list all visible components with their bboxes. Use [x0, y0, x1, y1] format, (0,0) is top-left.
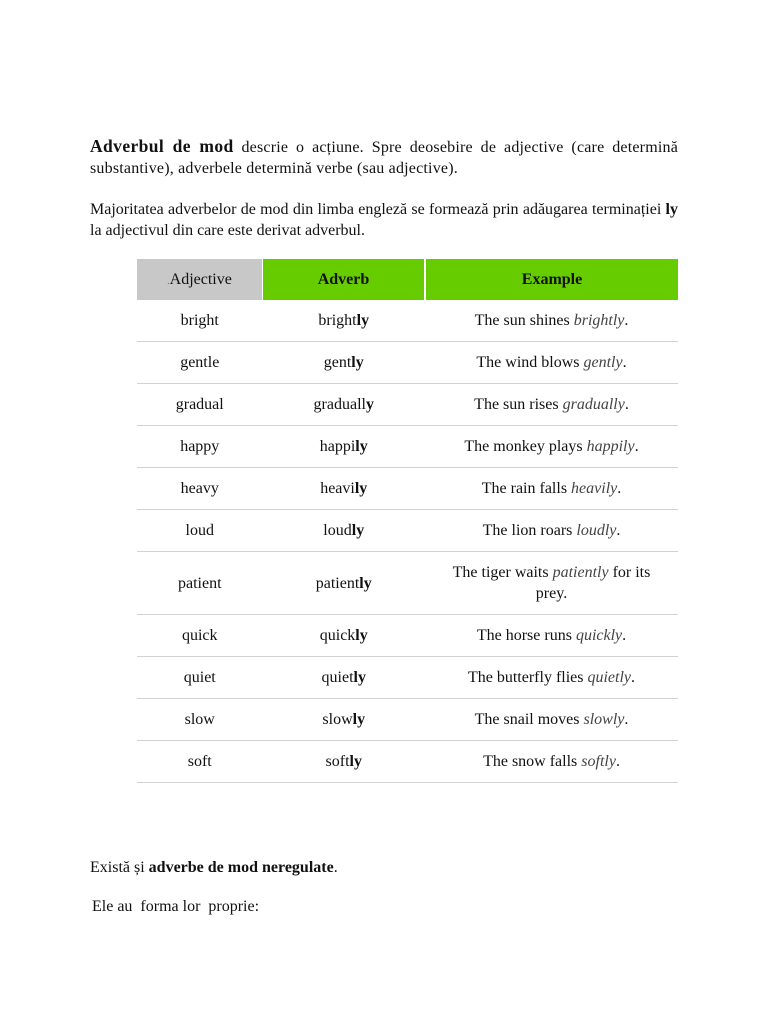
example-adverb: softly	[581, 753, 616, 770]
cell-adverb	[263, 510, 426, 552]
example-adverb: patiently	[552, 564, 609, 581]
cell-example	[425, 342, 678, 384]
adverb-suffix: ly	[349, 753, 362, 770]
example-text-after: .	[624, 312, 629, 329]
example-text-before: The rain falls	[481, 480, 572, 497]
header-adjective-dot: .	[167, 275, 170, 287]
example-text-before: The snail moves	[474, 711, 584, 728]
cell-adjective: slow	[137, 699, 263, 741]
cell-adjective: loud	[137, 510, 263, 552]
example-text-after: .	[624, 396, 629, 413]
table-row	[137, 657, 678, 699]
adverb-suffix: ly	[351, 522, 365, 539]
cell-adverb	[263, 342, 426, 384]
adverb-stem: slow	[322, 711, 353, 728]
adverb-table	[137, 259, 678, 783]
document-page	[90, 136, 678, 933]
adverb-suffix: ly	[359, 574, 372, 592]
intro-text: descrie o acțiune. Spre deosebire de adjective (care determină substantive), adverbele determină verbe (sau adjective).	[90, 139, 678, 177]
adverb-stem: quick	[319, 627, 356, 644]
cell-adverb	[263, 300, 426, 342]
cell-adjective: patient	[137, 552, 263, 615]
table-header-row	[137, 259, 678, 300]
example-adverb: heavily	[571, 480, 618, 497]
cell-adjective: happy	[137, 426, 263, 468]
example-text-after: .	[615, 753, 620, 770]
example-text-after: .	[616, 522, 621, 539]
adverb-suffix: ly	[351, 354, 364, 371]
cell-example	[425, 699, 678, 741]
adverb-stem: happi	[319, 438, 356, 455]
header-example: Example	[425, 259, 678, 300]
cell-adjective: gentle	[137, 342, 263, 384]
adverb-suffix: ly	[355, 627, 368, 644]
example-text-after: for its prey.	[535, 564, 651, 602]
cell-example	[425, 384, 678, 426]
adverb-stem: loud	[323, 522, 352, 539]
own-form-paragraph: Ele au forma lor proprie:	[92, 898, 260, 915]
adverb-suffix: ly	[352, 711, 366, 728]
adverb-stem: patient	[315, 574, 360, 592]
example-text-before: The sun rises	[474, 396, 563, 413]
formation-text-before: Majoritatea adverbelor de mod din limba engleză se formează prin adăugarea terminației	[90, 201, 666, 218]
adverb-stem: quiet	[321, 669, 354, 686]
cell-example	[425, 468, 678, 510]
example-adverb: quickly	[575, 627, 623, 644]
table-row	[137, 342, 678, 384]
intro-lead-term: Adverbul de mod	[90, 136, 234, 156]
cell-adverb	[263, 468, 426, 510]
cell-adverb	[263, 615, 426, 657]
example-text-after: .	[622, 354, 627, 371]
cell-adverb	[263, 699, 426, 741]
table-row	[137, 510, 678, 552]
adverb-suffix: ly	[353, 669, 366, 686]
example-adverb: quietly	[587, 669, 632, 686]
cell-adverb	[263, 384, 426, 426]
example-text-after: .	[622, 627, 627, 644]
example-adverb: gradually	[562, 396, 625, 413]
example-adverb: happily	[586, 438, 635, 455]
adverb-stem: heavi	[320, 480, 355, 497]
header-adverb: Adverb	[263, 259, 426, 300]
example-text-before: The monkey plays	[464, 438, 587, 455]
example-text-before: The horse runs	[476, 627, 576, 644]
cell-example	[425, 741, 678, 783]
cell-example	[425, 552, 678, 615]
cell-adverb	[263, 426, 426, 468]
example-adverb: brightly	[573, 312, 625, 329]
adverb-suffix: ly	[354, 480, 368, 497]
example-text-after: .	[634, 438, 639, 455]
table-row	[137, 300, 678, 342]
table-row	[137, 552, 678, 615]
irregular-paragraph	[90, 857, 678, 878]
example-text-after: .	[631, 669, 636, 686]
example-text-before: The wind blows	[476, 354, 584, 371]
cell-adjective: bright	[137, 300, 263, 342]
header-adjective-label: Adjective	[169, 270, 232, 288]
adverb-suffix: y	[365, 396, 374, 413]
formation-suffix: ly	[665, 201, 678, 218]
table-row	[137, 741, 678, 783]
table-body	[137, 300, 678, 783]
irregular-term: adverbe de mod neregulate	[148, 859, 334, 876]
example-text-before: The lion roars	[482, 522, 577, 539]
cell-adjective: soft	[137, 741, 263, 783]
cell-adjective: gradual	[137, 384, 263, 426]
cell-example	[425, 657, 678, 699]
example-text-after: .	[624, 711, 629, 728]
table-row	[137, 384, 678, 426]
example-text-before: The butterfly flies	[467, 669, 588, 686]
adverb-stem: gent	[323, 354, 352, 371]
table-row	[137, 426, 678, 468]
cell-adverb	[263, 657, 426, 699]
cell-adverb	[263, 741, 426, 783]
cell-example	[425, 615, 678, 657]
cell-adjective: quiet	[137, 657, 263, 699]
irregular-text-before: Există și	[90, 859, 149, 876]
table-row	[137, 699, 678, 741]
adverb-stem: graduall	[313, 396, 366, 413]
cell-adjective: quick	[137, 615, 263, 657]
cell-example	[425, 300, 678, 342]
intro-paragraph	[90, 136, 678, 179]
table-row	[137, 615, 678, 657]
cell-example	[425, 510, 678, 552]
adverb-suffix: ly	[356, 312, 370, 329]
example-text-before: The tiger waits	[452, 564, 553, 581]
table-row	[137, 468, 678, 510]
example-adverb: slowly	[583, 711, 625, 728]
cell-adjective: heavy	[137, 468, 263, 510]
example-adverb: gently	[583, 354, 623, 371]
example-text-before: The sun shines	[474, 312, 574, 329]
cell-adverb	[263, 552, 426, 615]
example-text-before: The snow falls	[483, 753, 582, 770]
header-adjective	[137, 259, 263, 300]
adverb-suffix: ly	[355, 438, 368, 455]
example-text-after: .	[617, 480, 622, 497]
example-adverb: loudly	[576, 522, 617, 539]
cell-example	[425, 426, 678, 468]
adverb-stem: soft	[325, 753, 350, 770]
formation-text-after: la adjectivul din care este derivat adverbul.	[90, 222, 365, 239]
irregular-text-after: .	[333, 859, 338, 876]
adverb-stem: bright	[318, 312, 357, 329]
formation-paragraph	[90, 199, 678, 241]
